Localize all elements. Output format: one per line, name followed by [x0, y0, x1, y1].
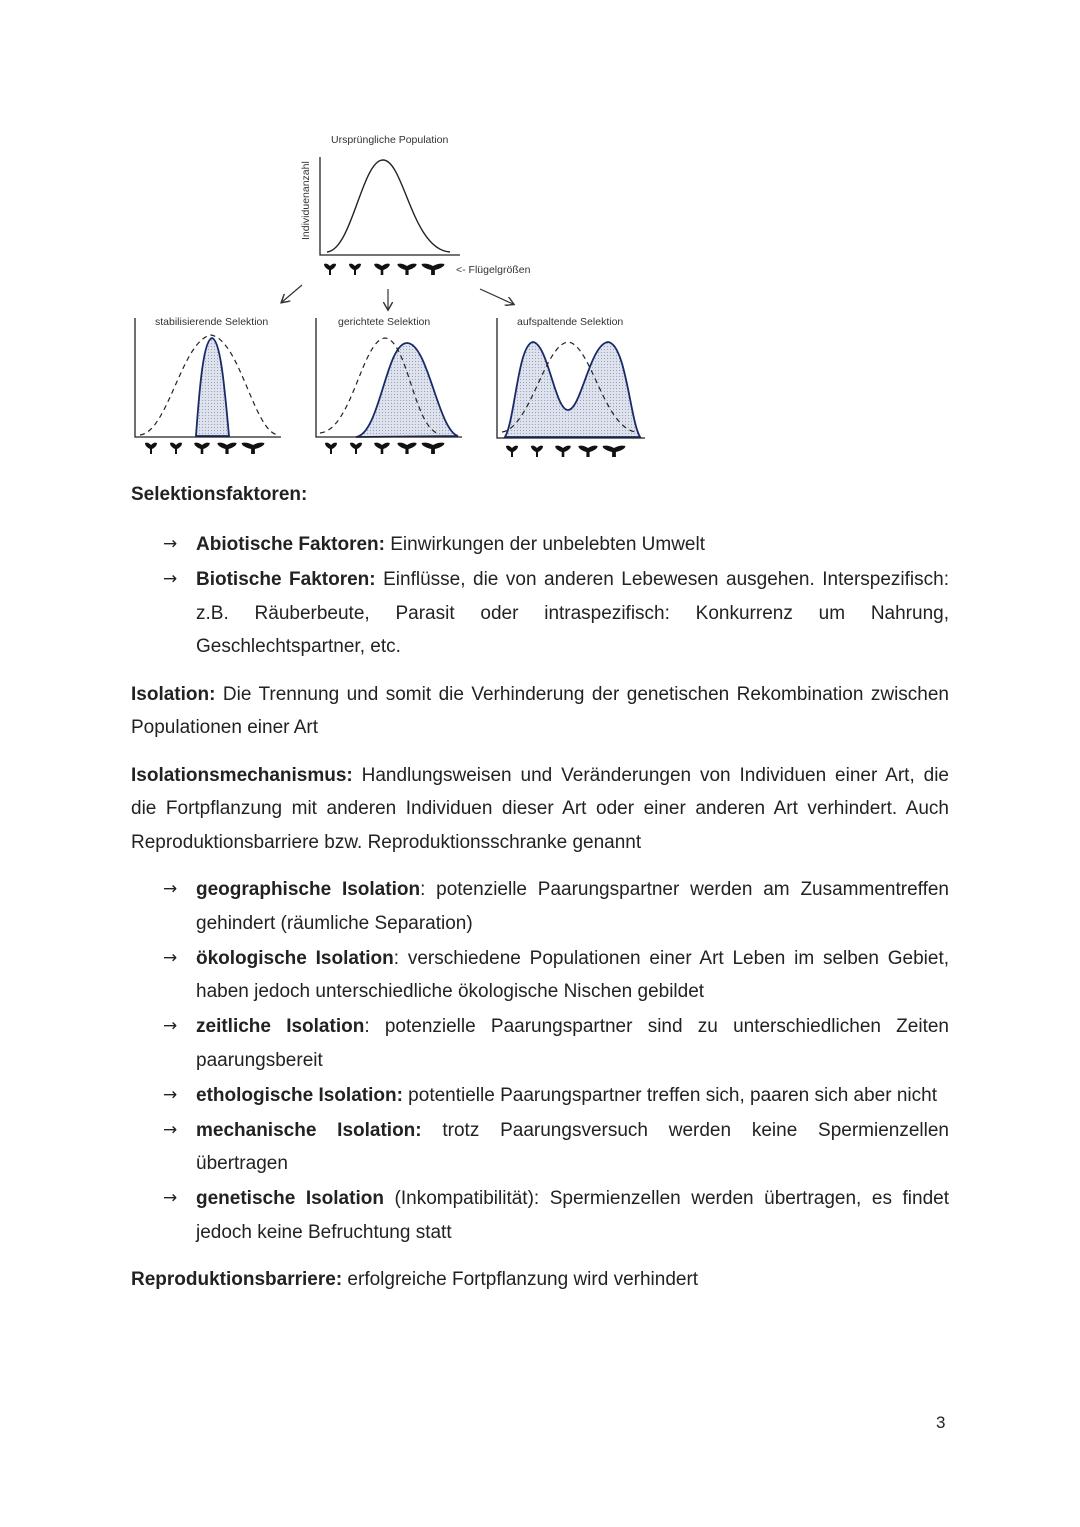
- arrow-icon: →: [163, 1188, 178, 1208]
- isolation-paragraph: [131, 678, 949, 745]
- arrow-icon: →: [163, 533, 178, 554]
- mechanismus-paragraph: [131, 759, 949, 860]
- arrow-icon: →: [163, 879, 178, 899]
- arrow-icon: →: [163, 1016, 178, 1036]
- isolation-term: Isolation:: [131, 683, 216, 705]
- reproduktion-paragraph: [131, 1263, 949, 1297]
- list-item: [163, 1182, 950, 1249]
- panel-title-disruptive: aufspaltende Selektion: [517, 316, 624, 328]
- selection-diagram: [0, 0, 1080, 470]
- list-text: Einwirkungen der unbelebten Umwelt: [384, 533, 705, 555]
- panel-title-directional: gerichtete Selektion: [338, 316, 431, 328]
- list-item: [163, 873, 949, 940]
- list-item: [163, 1079, 949, 1113]
- list-text: (Inkompatibilität): Spermienzellen werden übertragen, es findet jedoch keine Befruchtung statt: [196, 1188, 950, 1243]
- list-term: geographische Isolation: [196, 879, 421, 900]
- list-text: Einflüsse, die von anderen Lebewesen ausgehen. Interspezifisch: z.B. Räuberbeute, Parasit oder intraspezifisch: Konkurrenz um Nahrung, Geschlechtspartner, etc.: [196, 569, 949, 657]
- arrow-icon: →: [163, 1084, 178, 1105]
- page-number: 3: [936, 1413, 946, 1432]
- arrow-left: [282, 285, 302, 302]
- list-text: potentielle Paarungspartner treffen sich, paaren sich aber nicht: [402, 1084, 937, 1106]
- original-population-curve: [327, 160, 450, 252]
- list-item: [163, 942, 949, 1009]
- arrow-right: [480, 289, 513, 304]
- wing-size-note: <- Flügelgrößen: [456, 264, 531, 276]
- list-item: [163, 1010, 949, 1077]
- moth-icons-top: [324, 264, 444, 275]
- list-text: : potenzielle Paarungspartner sind zu unterschiedlichen Zeiten paarungsbereit: [196, 1016, 949, 1071]
- panel-disruptive: [497, 316, 645, 457]
- text-content: [131, 478, 949, 1297]
- panel-title-stabilizing: stabilisierende Selektion: [155, 316, 269, 328]
- arrow-icon: →: [163, 1119, 178, 1140]
- list-term: mechanische Isolation:: [196, 1119, 422, 1141]
- mechanismus-term: Isolationsmechanismus:: [131, 764, 353, 786]
- top-population-label: Ursprüngliche Population: [331, 134, 449, 146]
- panel-directional: [316, 316, 462, 454]
- mechanismus-text: Handlungsweisen und Veränderungen von Individuen einer Art, die die Fortpflanzung mit anderen Individuen dieser Art oder einer anderen Art verhindert. Auch Reproduktionsbarriere bzw. Reproduktionsschranke genannt: [131, 764, 949, 853]
- list-item: [163, 528, 949, 562]
- list-item: [163, 563, 949, 664]
- panel-stabilizing: [135, 316, 281, 454]
- reproduktion-text: erfolgreiche Fortpflanzung wird verhindert: [342, 1269, 699, 1290]
- list-text: : verschiedene Populationen einer Art Leben im selben Gebiet, haben jedoch unterschiedliche ökologische Nischen gebildet: [196, 947, 949, 1002]
- isolation-types-list: [131, 873, 949, 1249]
- isolation-text: Die Trennung und somit die Verhinderung der genetischen Rekombination zwischen Populationen einer Art: [131, 683, 949, 738]
- list-term: ethologische Isolation:: [196, 1084, 403, 1106]
- list-text: trotz Paarungsversuch werden keine Spermienzellen übertragen: [196, 1119, 949, 1174]
- heading-selektionsfaktoren: Selektionsfaktoren:: [131, 484, 308, 505]
- list-item: [163, 1114, 949, 1181]
- list-term: ökologische Isolation: [196, 947, 394, 969]
- arrow-icon: →: [163, 947, 178, 968]
- list-term: Abiotische Faktoren:: [196, 533, 385, 555]
- reproduktion-term: Reproduktionsbarriere:: [131, 1269, 343, 1290]
- selektionsfaktoren-list: [131, 528, 949, 664]
- y-axis-label: Individuenanzahl: [300, 161, 312, 240]
- list-term: Biotische Faktoren:: [196, 569, 376, 590]
- list-term: genetische Isolation: [196, 1188, 384, 1209]
- arrow-icon: →: [163, 569, 178, 589]
- list-text: : potenzielle Paarungspartner werden am Zusammentreffen gehindert (räumliche Separation): [196, 879, 949, 934]
- list-term: zeitliche Isolation: [196, 1016, 365, 1037]
